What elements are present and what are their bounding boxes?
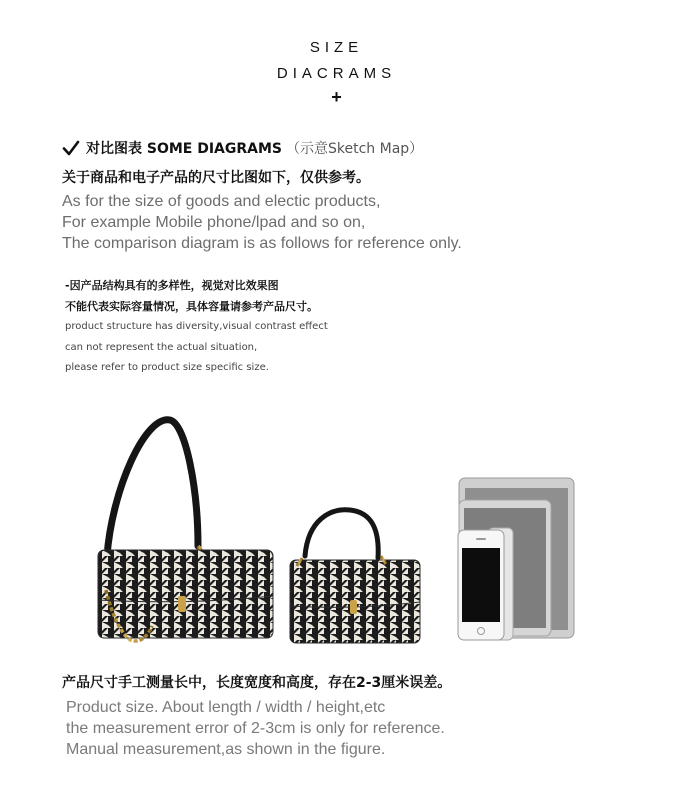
footer-en — [66, 697, 445, 760]
size-diagrams-header — [0, 35, 673, 107]
footer-en-line: Manual measurement,as shown in the figure. — [66, 741, 386, 758]
section-en-line: As for the size of goods and electic products, — [62, 193, 381, 210]
header-line-size: SIZE — [309, 39, 364, 56]
section-title-text: 对比图表 SOME DIAGRAMS — [86, 141, 283, 157]
section-en-line: For example Mobile phone/lpad and so on, — [62, 214, 366, 231]
note-cn — [65, 275, 318, 317]
small-handbag — [290, 510, 420, 643]
large-shoulder-bag — [98, 420, 273, 641]
header-line-diagrams: DIACRAMS — [276, 65, 397, 82]
section-en-line: The comparison diagram is as follows for reference only. — [62, 235, 462, 252]
plus-icon: + — [331, 87, 342, 107]
note-en-line: product structure has diversity,visual contrast effect — [65, 321, 328, 332]
section-en-description — [62, 191, 462, 254]
large-bag-clasp — [178, 596, 186, 612]
tablets-and-phone — [458, 478, 574, 640]
large-bag-strap — [107, 420, 198, 556]
section-subtitle: 关于商品和电子产品的尺寸比图如下，仅供参考。 — [62, 170, 370, 186]
footer-en-line: Product size. About length / width / height,etc — [66, 699, 386, 716]
footer-cn: 产品尺寸手工测量长中，长度宽度和高度，存在2-3厘米误差。 — [62, 675, 452, 691]
note-cn-line: 不能代表实际容量情况，具体容量请参考产品尺寸。 — [65, 300, 318, 313]
section-title-note: （示意Sketch Map） — [286, 141, 424, 157]
small-bag-handle — [305, 510, 378, 558]
note-cn-line: -因产品结构具有的多样性，视觉对比效果图 — [65, 279, 279, 292]
note-en-line: please refer to product size specific size. — [65, 362, 269, 373]
large-bag-flap — [98, 550, 273, 602]
size-comparison-illustration — [0, 400, 673, 650]
note-en — [65, 317, 328, 379]
checkmark-icon — [62, 139, 80, 157]
small-bag-clasp — [350, 600, 357, 614]
section-title — [62, 138, 423, 158]
footer-en-line: the measurement error of 2-3cm is only for reference. — [66, 720, 445, 737]
note-en-line: can not represent the actual situation, — [65, 341, 258, 353]
